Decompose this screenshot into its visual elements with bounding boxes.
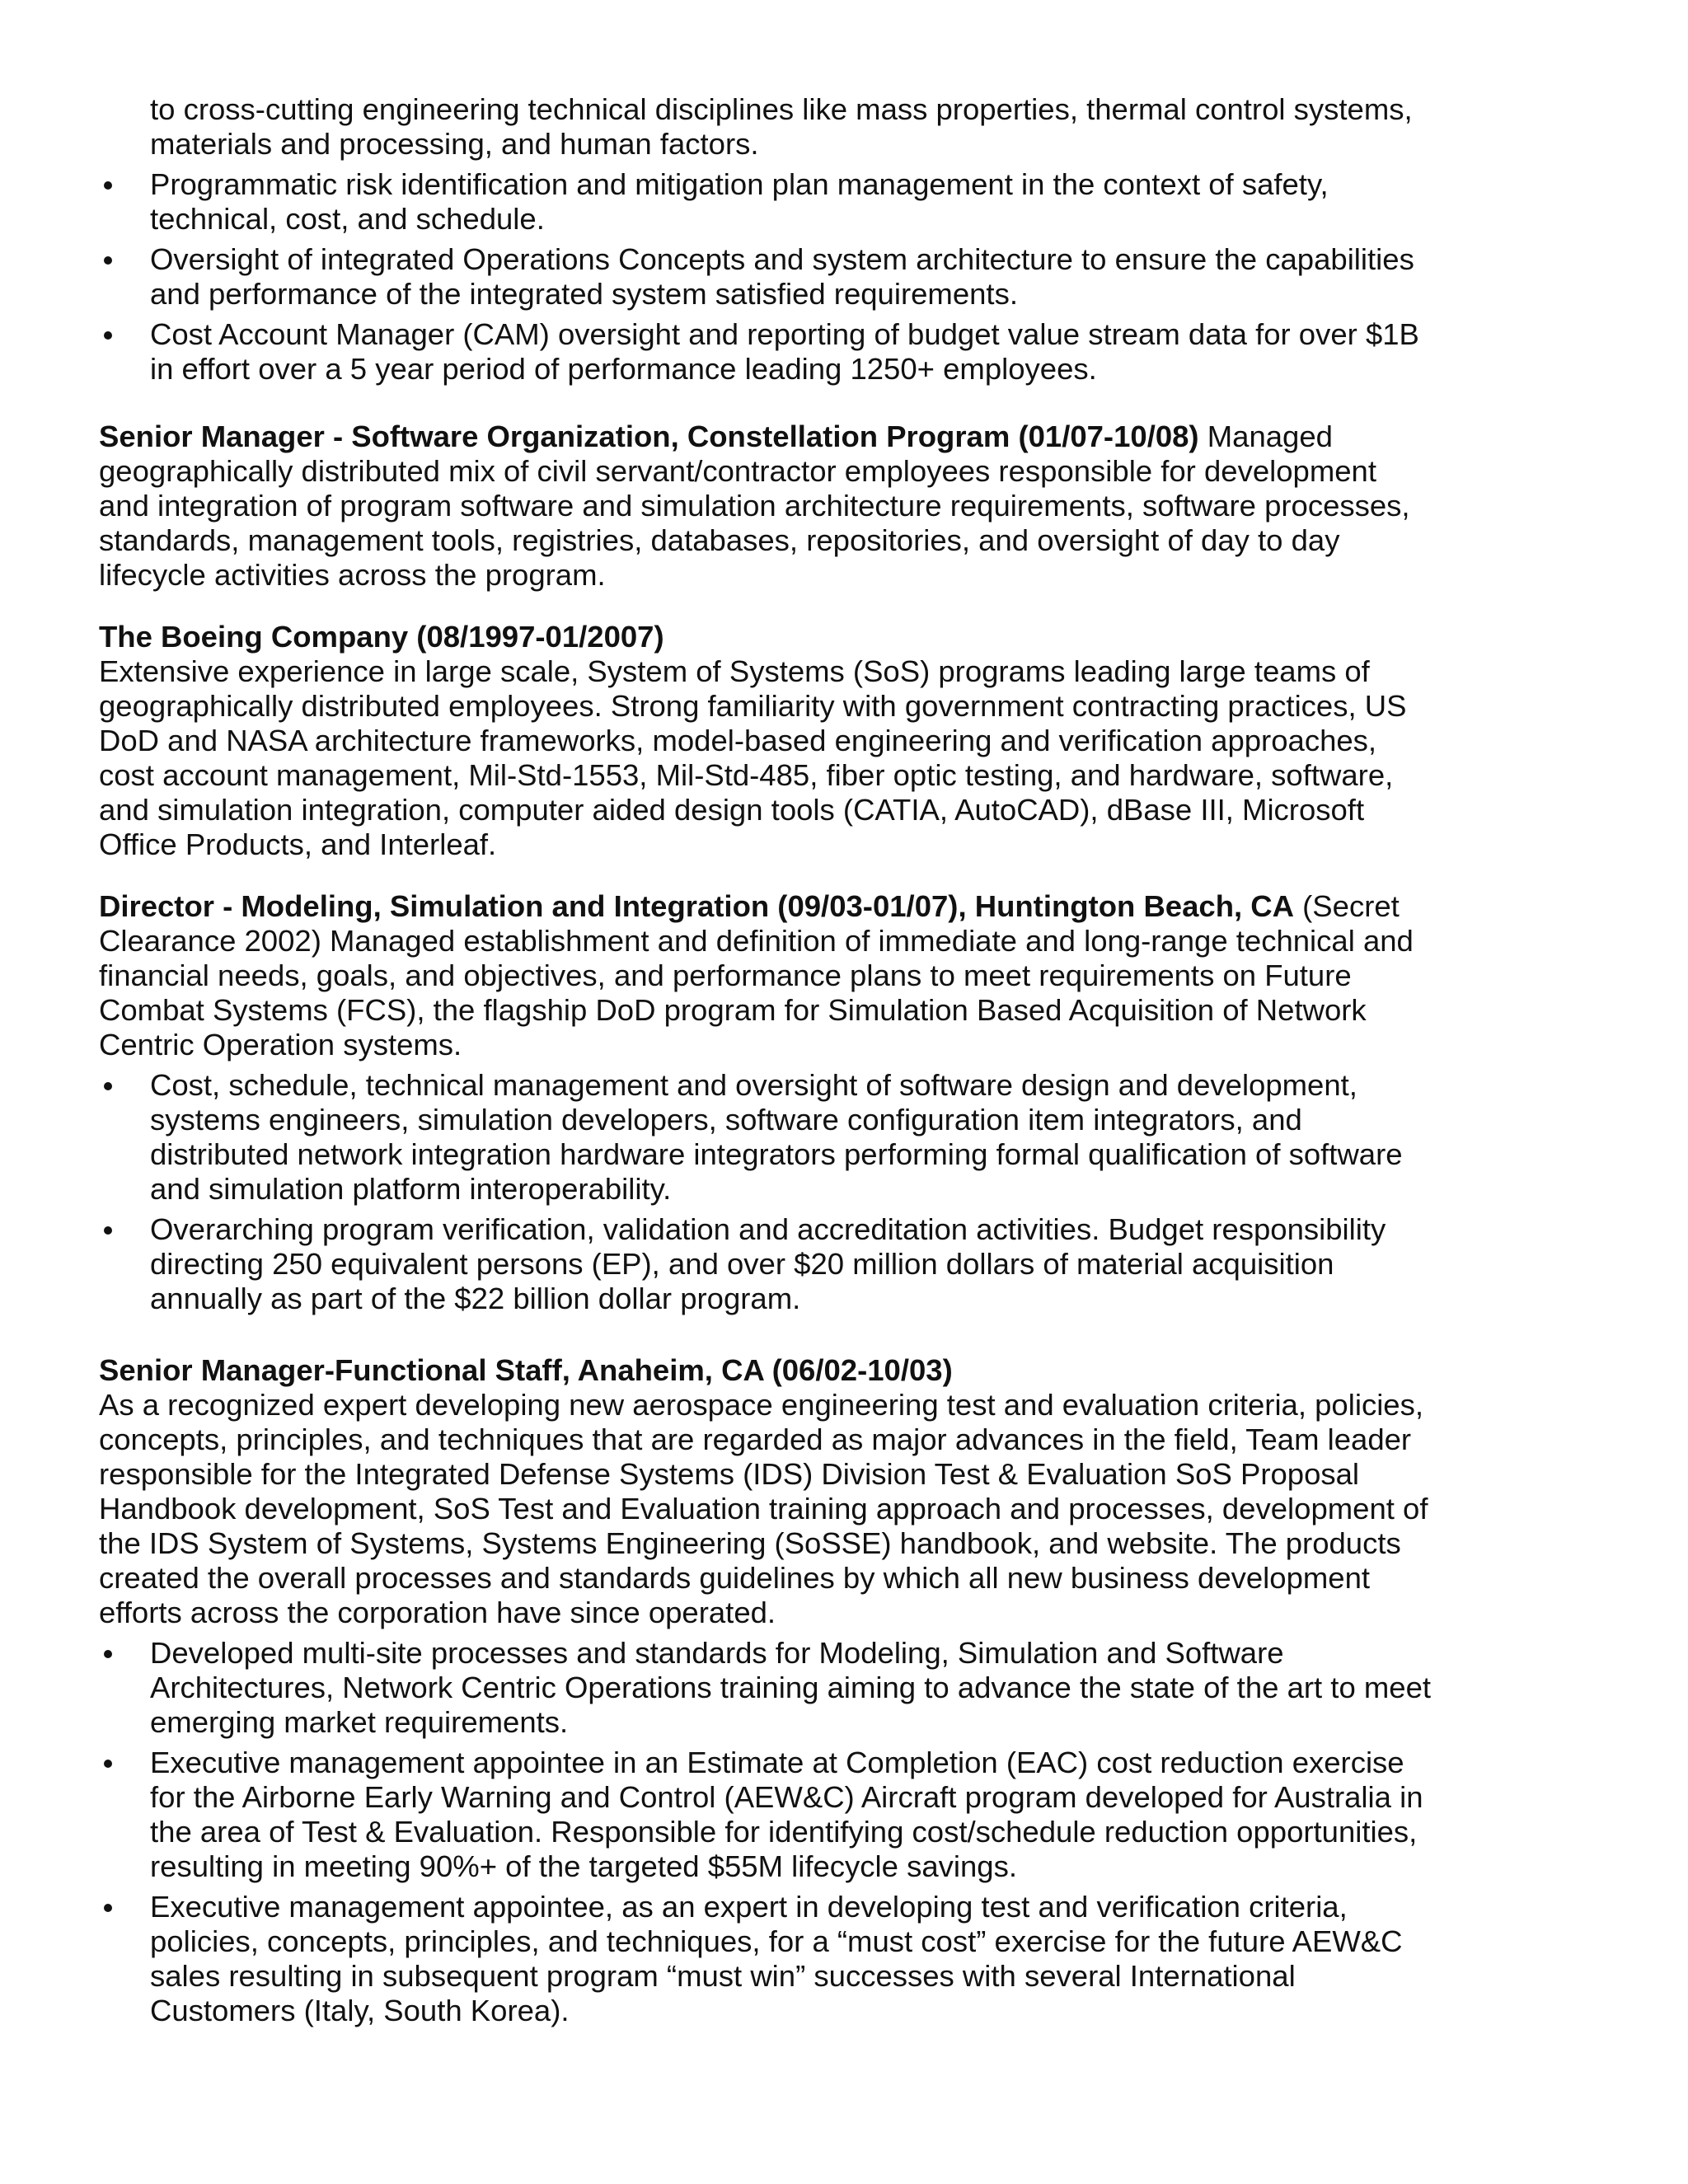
director-bullet-verification: Overarching program verification, validation and accreditation activities. Budget responsibility directing 250 equivalent persons (EP), and over $20 million dollars of material acquisition annually as part of the $22 billion dollar program.	[99, 1212, 1434, 1316]
resume-page	[99, 92, 1434, 2034]
senior-manager-software-section	[99, 419, 1434, 593]
intro-bullet-list	[99, 167, 1434, 387]
director-bullet-list	[99, 1068, 1434, 1316]
director-body: (Secret Clearance 2002) Managed establishment and definition of immediate and long-range technical and financial needs, goals, and objectives, and performance plans to meet requirements on Future Combat Systems (FCS), the flagship DoD program for Simulation Based Acquisition of Network Centric Operation systems.	[99, 889, 1414, 1062]
boeing-heading: The Boeing Company (08/1997-01/2007)	[99, 620, 664, 654]
functional-staff-body: As a recognized expert developing new aerospace engineering test and evaluation criteria, policies, concepts, principles, and techniques that are regarded as major advances in the field, Team leader responsible for the Integrated Defense Systems (IDS) Division Test & Evaluation SoS Proposal Handbook development, SoS Test and Evaluation training approach and processes, development of the IDS System of Systems, Systems Engineering (SoSSE) handbook, and website. The products created the overall processes and standards guidelines by which all new business development efforts across the corporation have since operated.	[99, 1388, 1428, 1629]
director-heading: Director - Modeling, Simulation and Integration (09/03-01/07), Huntington Beach, CA	[99, 889, 1295, 923]
senior-manager-software-heading: Senior Manager - Software Organization, Constellation Program (01/07-10/08)	[99, 419, 1199, 453]
functional-staff-bullet-processes: Developed multi-site processes and standards for Modeling, Simulation and Software Architectures, Network Centric Operations training aiming to advance the state of the art to meet emerging market requirements.	[99, 1636, 1434, 1740]
senior-manager-software-body: Managed geographically distributed mix of civil servant/contractor employees responsible for development and integration of program software and simulation architecture requirements, software processes, standards, management tools, registries, databases, repositories, and oversight of day to day lifecycle activities across the program.	[99, 419, 1410, 592]
functional-staff-bullet-eac: Executive management appointee in an Estimate at Completion (EAC) cost reduction exercise for the Airborne Early Warning and Control (AEW&C) Aircraft program developed for Australia in the area of Test & Evaluation. Responsible for identifying cost/schedule reduction opportunities, resulting in meeting 90%+ of the targeted $55M lifecycle savings.	[99, 1746, 1434, 1884]
boeing-body: Extensive experience in large scale, System of Systems (SoS) programs leading large teams of geographically distributed employees. Strong familiarity with government contracting practices, US DoD and NASA architecture frameworks, model-based engineering and verification approaches, cost account management, Mil-Std-1553, Mil-Std-485, fiber optic testing, and hardware, software, and simulation integration, computer aided design tools (CATIA, AutoCAD), dBase III, Microsoft Office Products, and Interleaf.	[99, 654, 1407, 861]
functional-staff-bullet-must-cost: Executive management appointee, as an expert in developing test and verification criteria, policies, concepts, principles, and techniques, for a “must cost” exercise for the future AEW&C sales resulting in subsequent program “must win” successes with several International Customers (Italy, South Korea).	[99, 1890, 1434, 2028]
intro-bullet-operations: Oversight of integrated Operations Concepts and system architecture to ensure the capabilities and performance of the integrated system satisfied requirements.	[99, 242, 1434, 312]
functional-staff-bullet-list	[99, 1636, 1434, 2028]
director-bullet-oversight: Cost, schedule, technical management and oversight of software design and development, systems engineers, simulation developers, software configuration item integrators, and distributed network integration hardware integrators performing formal qualification of software and simulation platform interoperability.	[99, 1068, 1434, 1207]
director-section	[99, 889, 1434, 1062]
functional-staff-heading: Senior Manager-Functional Staff, Anaheim, CA (06/02-10/03)	[99, 1353, 953, 1387]
intro-continuation: to cross-cutting engineering technical disciplines like mass properties, thermal control systems, materials and processing, and human factors.	[150, 92, 1413, 161]
intro-bullet-cam: Cost Account Manager (CAM) oversight and reporting of budget value stream data for over $1B in effort over a 5 year period of performance leading 1250+ employees.	[99, 317, 1434, 387]
intro-bullet-risk: Programmatic risk identification and mitigation plan management in the context of safety, technical, cost, and schedule.	[99, 167, 1434, 237]
